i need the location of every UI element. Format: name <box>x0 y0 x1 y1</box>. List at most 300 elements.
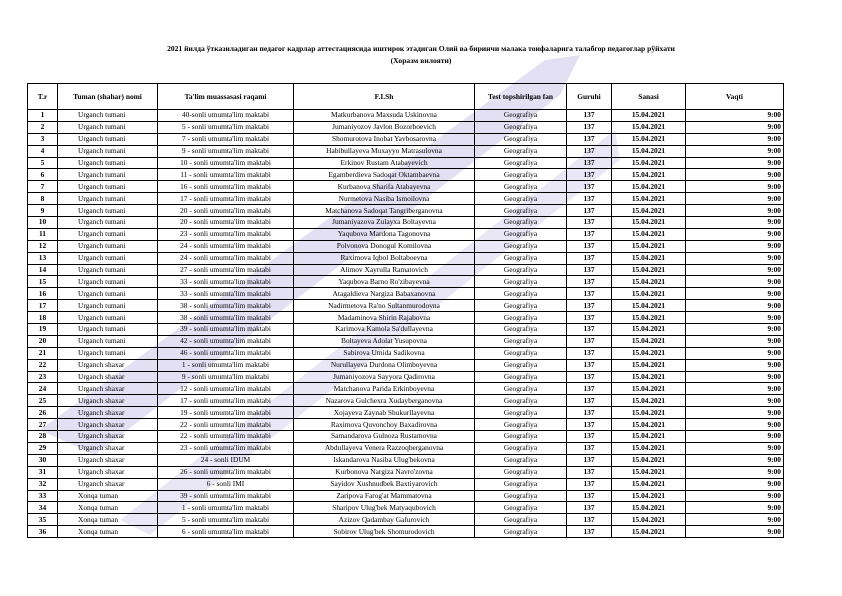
name-cell: Iskandarova Nasiba Ulug'bekovna <box>294 454 475 466</box>
row-number: 5 <box>28 157 58 169</box>
time-cell: 9:00 <box>686 240 784 252</box>
row-number: 33 <box>28 490 58 502</box>
row-number: 23 <box>28 371 58 383</box>
district-cell: Urganch shaxar <box>58 395 158 407</box>
school-cell: 20 - sonli umumta'lim maktabi <box>158 217 294 229</box>
date-cell: 15.04.2021 <box>612 121 686 133</box>
row-number: 19 <box>28 324 58 336</box>
name-cell: Nurmetova Nasiba Ismoilovna <box>294 193 475 205</box>
district-cell: Urganch tumani <box>58 145 158 157</box>
name-cell: Yaqubova Barno Ro'zibayevna <box>294 276 475 288</box>
school-cell: 19 - sonli umumta'lim maktabi <box>158 407 294 419</box>
header-time: Vaqti <box>686 84 784 110</box>
date-cell: 15.04.2021 <box>612 431 686 443</box>
document-title: 2021 йилда ўтказиладиган педагог кадрлар аттестациясида иштирок этадиган Олий ва биринчи малака тоифаларига талабгор педагоглар рўйхати <box>167 44 675 53</box>
time-cell: 9:00 <box>686 121 784 133</box>
group-cell: 137 <box>567 395 612 407</box>
table-row <box>28 264 784 276</box>
row-number: 25 <box>28 395 58 407</box>
date-cell: 15.04.2021 <box>612 359 686 371</box>
school-cell: 12 - sonli umumta'lim maktabi <box>158 383 294 395</box>
school-cell: 26 - sonli umumta'lim maktabi <box>158 466 294 478</box>
district-cell: Urganch tumani <box>58 121 158 133</box>
subject-cell: Geografiya <box>475 454 567 466</box>
table-row <box>28 442 784 454</box>
table-row <box>28 145 784 157</box>
row-number: 21 <box>28 347 58 359</box>
date-cell: 15.04.2021 <box>612 133 686 145</box>
name-cell: Matkurbanova Maxsuda Uskinovna <box>294 110 475 122</box>
name-cell: Matchanova Parida Erkinboyevna <box>294 383 475 395</box>
group-cell: 137 <box>567 526 612 538</box>
name-cell: Azizov Qadambay Gafurovich <box>294 514 475 526</box>
row-number: 12 <box>28 240 58 252</box>
row-number: 34 <box>28 502 58 514</box>
subject-cell: Geografiya <box>475 240 567 252</box>
table-row <box>28 431 784 443</box>
school-cell: 27 - sonli umumta'lim maktabi <box>158 264 294 276</box>
table-row <box>28 383 784 395</box>
group-cell: 137 <box>567 133 612 145</box>
school-cell: 5 - sonli umumta'lim maktabi <box>158 514 294 526</box>
school-cell: 20 - sonli umumta'lim maktabi <box>158 205 294 217</box>
table-row <box>28 288 784 300</box>
group-cell: 137 <box>567 383 612 395</box>
table-row <box>28 419 784 431</box>
date-cell: 15.04.2021 <box>612 252 686 264</box>
row-number: 10 <box>28 217 58 229</box>
school-cell: 24 - sonli IDUM <box>158 454 294 466</box>
time-cell: 9:00 <box>686 514 784 526</box>
district-cell: Urganch tumani <box>58 157 158 169</box>
school-cell: 33 - sonli umumta'lim maktabi <box>158 288 294 300</box>
time-cell: 9:00 <box>686 454 784 466</box>
time-cell: 9:00 <box>686 169 784 181</box>
group-cell: 137 <box>567 110 612 122</box>
date-cell: 15.04.2021 <box>612 205 686 217</box>
group-cell: 137 <box>567 454 612 466</box>
school-cell: 9 - sonli umumta'lim maktabi <box>158 145 294 157</box>
subject-cell: Geografiya <box>475 419 567 431</box>
district-cell: Urganch tumani <box>58 217 158 229</box>
time-cell: 9:00 <box>686 288 784 300</box>
school-cell: 1 - sonli umumta'lim maktabi <box>158 502 294 514</box>
table-row <box>28 133 784 145</box>
group-cell: 137 <box>567 121 612 133</box>
school-cell: 10 - sonli umumta'lim maktabi <box>158 157 294 169</box>
date-cell: 15.04.2021 <box>612 312 686 324</box>
date-cell: 15.04.2021 <box>612 407 686 419</box>
time-cell: 9:00 <box>686 335 784 347</box>
subject-cell: Geografiya <box>475 383 567 395</box>
subject-cell: Geografiya <box>475 431 567 443</box>
row-number: 13 <box>28 252 58 264</box>
date-cell: 15.04.2021 <box>612 442 686 454</box>
date-cell: 15.04.2021 <box>612 419 686 431</box>
table-row <box>28 217 784 229</box>
name-cell: Atagaldieva Nargiza Babaxanovna <box>294 288 475 300</box>
time-cell: 9:00 <box>686 466 784 478</box>
school-cell: 11 - sonli umumta'lim maktabi <box>158 169 294 181</box>
time-cell: 9:00 <box>686 157 784 169</box>
time-cell: 9:00 <box>686 133 784 145</box>
time-cell: 9:00 <box>686 526 784 538</box>
group-cell: 137 <box>567 490 612 502</box>
school-cell: 17 - sonli umumta'lim maktabi <box>158 395 294 407</box>
table-row <box>28 407 784 419</box>
subject-cell: Geografiya <box>475 359 567 371</box>
table-row <box>28 157 784 169</box>
name-cell: Boltayeva Adolat Yusupovna <box>294 335 475 347</box>
name-cell: Jumaniyazova Zulayxa Boltayevna <box>294 217 475 229</box>
date-cell: 15.04.2021 <box>612 288 686 300</box>
row-number: 26 <box>28 407 58 419</box>
name-cell: Shomurotova Inobat Yavbosarovna <box>294 133 475 145</box>
time-cell: 9:00 <box>686 347 784 359</box>
table-row <box>28 324 784 336</box>
name-cell: Erkinov Rustam Atabayevich <box>294 157 475 169</box>
time-cell: 9:00 <box>686 490 784 502</box>
subject-cell: Geografiya <box>475 193 567 205</box>
name-cell: Sharipov Ulug'bek Matyaqubovich <box>294 502 475 514</box>
date-cell: 15.04.2021 <box>612 490 686 502</box>
header-num: T.r <box>28 84 58 110</box>
table-row <box>28 228 784 240</box>
district-cell: Urganch tumani <box>58 133 158 145</box>
school-cell: 23 - sonli umumta'lim maktabi <box>158 228 294 240</box>
table-row <box>28 347 784 359</box>
name-cell: Xojayeva Zaynab Shukurllayevna <box>294 407 475 419</box>
table-row <box>28 466 784 478</box>
district-cell: Urganch tumani <box>58 312 158 324</box>
time-cell: 9:00 <box>686 205 784 217</box>
subject-cell: Geografiya <box>475 407 567 419</box>
subject-cell: Geografiya <box>475 526 567 538</box>
row-number: 3 <box>28 133 58 145</box>
name-cell: Kurbonova Nargiza Navro'zovna <box>294 466 475 478</box>
table-header-row <box>28 84 784 110</box>
time-cell: 9:00 <box>686 502 784 514</box>
table-row <box>28 205 784 217</box>
district-cell: Urganch tumani <box>58 193 158 205</box>
group-cell: 137 <box>567 240 612 252</box>
date-cell: 15.04.2021 <box>612 240 686 252</box>
school-cell: 9 - sonli umumta'lim maktabi <box>158 371 294 383</box>
group-cell: 137 <box>567 431 612 443</box>
group-cell: 137 <box>567 300 612 312</box>
group-cell: 137 <box>567 193 612 205</box>
name-cell: Yaqubova Mardona Tagonovna <box>294 228 475 240</box>
row-number: 18 <box>28 312 58 324</box>
table-row <box>28 181 784 193</box>
row-number: 31 <box>28 466 58 478</box>
district-cell: Urganch tumani <box>58 205 158 217</box>
date-cell: 15.04.2021 <box>612 264 686 276</box>
school-cell: 22 - sonli umumta'lim maktabi <box>158 419 294 431</box>
school-cell: 5 - sonli umumta'lim maktabi <box>158 121 294 133</box>
table-row <box>28 335 784 347</box>
name-cell: Nadirmetova Ra'no Sultanmurodovna <box>294 300 475 312</box>
row-number: 27 <box>28 419 58 431</box>
table-row <box>28 240 784 252</box>
group-cell: 137 <box>567 205 612 217</box>
table-row <box>28 312 784 324</box>
subject-cell: Geografiya <box>475 110 567 122</box>
row-number: 29 <box>28 442 58 454</box>
table-row <box>28 276 784 288</box>
row-number: 24 <box>28 383 58 395</box>
subject-cell: Geografiya <box>475 205 567 217</box>
district-cell: Xonqa tuman <box>58 502 158 514</box>
subject-cell: Geografiya <box>475 335 567 347</box>
date-cell: 15.04.2021 <box>612 395 686 407</box>
table-row <box>28 526 784 538</box>
subject-cell: Geografiya <box>475 145 567 157</box>
table-row <box>28 371 784 383</box>
district-cell: Urganch shaxar <box>58 466 158 478</box>
time-cell: 9:00 <box>686 217 784 229</box>
district-cell: Urganch tumani <box>58 347 158 359</box>
name-cell: Raximova Quvonchoy Baxadirovna <box>294 419 475 431</box>
subject-cell: Geografiya <box>475 324 567 336</box>
school-cell: 39 - sonli umumta'lim maktabi <box>158 324 294 336</box>
time-cell: 9:00 <box>686 300 784 312</box>
name-cell: Karimova Kamola Sa'dullayevna <box>294 324 475 336</box>
name-cell: Polvonova Donogul Komilovna <box>294 240 475 252</box>
school-cell: 7 - sonli umumta'lim maktabi <box>158 133 294 145</box>
table-row <box>28 490 784 502</box>
time-cell: 9:00 <box>686 110 784 122</box>
school-cell: 24 - sonli umumta'lim maktabi <box>158 240 294 252</box>
district-cell: Urganch shaxar <box>58 407 158 419</box>
time-cell: 9:00 <box>686 264 784 276</box>
header-group: Guruhi <box>567 84 612 110</box>
row-number: 30 <box>28 454 58 466</box>
name-cell: Madaminova Shirin Rajabovna <box>294 312 475 324</box>
row-number: 20 <box>28 335 58 347</box>
table-row <box>28 121 784 133</box>
group-cell: 137 <box>567 442 612 454</box>
time-cell: 9:00 <box>686 478 784 490</box>
district-cell: Urganch tumani <box>58 240 158 252</box>
group-cell: 137 <box>567 157 612 169</box>
time-cell: 9:00 <box>686 442 784 454</box>
header-school: Ta'lim muassasasi raqami <box>158 84 294 110</box>
row-number: 36 <box>28 526 58 538</box>
name-cell: Abdullayeva Venera Razzoqberganovna <box>294 442 475 454</box>
date-cell: 15.04.2021 <box>612 466 686 478</box>
subject-cell: Geografiya <box>475 276 567 288</box>
district-cell: Urganch shaxar <box>58 478 158 490</box>
district-cell: Urganch tumani <box>58 324 158 336</box>
date-cell: 15.04.2021 <box>612 300 686 312</box>
subject-cell: Geografiya <box>475 181 567 193</box>
group-cell: 137 <box>567 288 612 300</box>
table-row <box>28 193 784 205</box>
date-cell: 15.04.2021 <box>612 276 686 288</box>
subject-cell: Geografiya <box>475 288 567 300</box>
school-cell: 46 - sonli umumta'lim maktabi <box>158 347 294 359</box>
date-cell: 15.04.2021 <box>612 371 686 383</box>
district-cell: Urganch tumani <box>58 264 158 276</box>
subject-cell: Geografiya <box>475 300 567 312</box>
name-cell: Nazarova Gulchexra Xudayberganovna <box>294 395 475 407</box>
district-cell: Urganch tumani <box>58 252 158 264</box>
subject-cell: Geografiya <box>475 157 567 169</box>
date-cell: 15.04.2021 <box>612 335 686 347</box>
school-cell: 38 - sonli umumta'lim maktabi <box>158 312 294 324</box>
school-cell: 24 - sonli umumta'lim maktabi <box>158 252 294 264</box>
subject-cell: Geografiya <box>475 395 567 407</box>
group-cell: 137 <box>567 359 612 371</box>
district-cell: Urganch tumani <box>58 288 158 300</box>
date-cell: 15.04.2021 <box>612 526 686 538</box>
header-date: Sanasi <box>612 84 686 110</box>
time-cell: 9:00 <box>686 228 784 240</box>
time-cell: 9:00 <box>686 407 784 419</box>
header-name: F.I.Sh <box>294 84 475 110</box>
subject-cell: Geografiya <box>475 228 567 240</box>
group-cell: 137 <box>567 466 612 478</box>
row-number: 22 <box>28 359 58 371</box>
school-cell: 38 - sonli umumta'lim maktabi <box>158 300 294 312</box>
table-row <box>28 300 784 312</box>
group-cell: 137 <box>567 324 612 336</box>
row-number: 35 <box>28 514 58 526</box>
subject-cell: Geografiya <box>475 169 567 181</box>
group-cell: 137 <box>567 252 612 264</box>
district-cell: Xonqa tuman <box>58 526 158 538</box>
time-cell: 9:00 <box>686 371 784 383</box>
district-cell: Urganch shaxar <box>58 371 158 383</box>
date-cell: 15.04.2021 <box>612 169 686 181</box>
name-cell: Jumaniyozov Javlon Bozorboevich <box>294 121 475 133</box>
time-cell: 9:00 <box>686 395 784 407</box>
attestation-table <box>27 83 784 538</box>
date-cell: 15.04.2021 <box>612 347 686 359</box>
group-cell: 137 <box>567 335 612 347</box>
group-cell: 137 <box>567 407 612 419</box>
district-cell: Xonqa tuman <box>58 514 158 526</box>
district-cell: Urganch shaxar <box>58 419 158 431</box>
row-number: 7 <box>28 181 58 193</box>
row-number: 28 <box>28 431 58 443</box>
district-cell: Urganch tumani <box>58 335 158 347</box>
date-cell: 15.04.2021 <box>612 110 686 122</box>
district-cell: Urganch tumani <box>58 181 158 193</box>
group-cell: 137 <box>567 276 612 288</box>
document-subtitle: (Хоразм вилояти) <box>390 56 452 65</box>
name-cell: Sobirov Ulug'bek Shomurodovich <box>294 526 475 538</box>
subject-cell: Geografiya <box>475 466 567 478</box>
row-number: 17 <box>28 300 58 312</box>
date-cell: 15.04.2021 <box>612 157 686 169</box>
group-cell: 137 <box>567 514 612 526</box>
group-cell: 137 <box>567 347 612 359</box>
name-cell: Samandarova Gulnoza Rustamovna <box>294 431 475 443</box>
name-cell: Zaripova Farog'at Mammatovna <box>294 490 475 502</box>
time-cell: 9:00 <box>686 145 784 157</box>
name-cell: Alimov Xayrulla Ramatovich <box>294 264 475 276</box>
subject-cell: Geografiya <box>475 121 567 133</box>
time-cell: 9:00 <box>686 383 784 395</box>
name-cell: Matchanova Sadoqat Tangriberganovna <box>294 205 475 217</box>
time-cell: 9:00 <box>686 359 784 371</box>
subject-cell: Geografiya <box>475 312 567 324</box>
row-number: 16 <box>28 288 58 300</box>
subject-cell: Geografiya <box>475 252 567 264</box>
school-cell: 16 - sonli umumta'lim maktabi <box>158 181 294 193</box>
district-cell: Urganch tumani <box>58 228 158 240</box>
row-number: 1 <box>28 110 58 122</box>
school-cell: 1 - sonli umumta'lim maktabi <box>158 359 294 371</box>
district-cell: Urganch shaxar <box>58 359 158 371</box>
date-cell: 15.04.2021 <box>612 454 686 466</box>
district-cell: Urganch tumani <box>58 276 158 288</box>
name-cell: Raximova Iqbol Boltaboevna <box>294 252 475 264</box>
subject-cell: Geografiya <box>475 514 567 526</box>
group-cell: 137 <box>567 181 612 193</box>
time-cell: 9:00 <box>686 252 784 264</box>
date-cell: 15.04.2021 <box>612 217 686 229</box>
district-cell: Urganch shaxar <box>58 431 158 443</box>
subject-cell: Geografiya <box>475 490 567 502</box>
group-cell: 137 <box>567 264 612 276</box>
school-cell: 6 - sonli IMI <box>158 478 294 490</box>
school-cell: 17 - sonli umumta'lim maktabi <box>158 193 294 205</box>
subject-cell: Geografiya <box>475 264 567 276</box>
subject-cell: Geografiya <box>475 442 567 454</box>
district-cell: Urganch tumani <box>58 169 158 181</box>
date-cell: 15.04.2021 <box>612 324 686 336</box>
time-cell: 9:00 <box>686 181 784 193</box>
row-number: 14 <box>28 264 58 276</box>
subject-cell: Geografiya <box>475 502 567 514</box>
row-number: 8 <box>28 193 58 205</box>
subject-cell: Geografiya <box>475 371 567 383</box>
group-cell: 137 <box>567 169 612 181</box>
header-subject: Test topshirilgan fan <box>475 84 567 110</box>
group-cell: 137 <box>567 502 612 514</box>
row-number: 15 <box>28 276 58 288</box>
school-cell: 22 - sonli umumta'lim maktabi <box>158 431 294 443</box>
table-row <box>28 169 784 181</box>
district-cell: Urganch shaxar <box>58 383 158 395</box>
time-cell: 9:00 <box>686 324 784 336</box>
table-row <box>28 478 784 490</box>
subject-cell: Geografiya <box>475 347 567 359</box>
group-cell: 137 <box>567 419 612 431</box>
date-cell: 15.04.2021 <box>612 181 686 193</box>
district-cell: Urganch tumani <box>58 300 158 312</box>
district-cell: Xonqa tuman <box>58 490 158 502</box>
date-cell: 15.04.2021 <box>612 502 686 514</box>
table-row <box>28 454 784 466</box>
table-row <box>28 395 784 407</box>
school-cell: 40-sonli umumta'lim maktabi <box>158 110 294 122</box>
time-cell: 9:00 <box>686 419 784 431</box>
school-cell: 42 - sonli umumta'lim maktabi <box>158 335 294 347</box>
name-cell: Sabirova Umida Sadikovna <box>294 347 475 359</box>
subject-cell: Geografiya <box>475 478 567 490</box>
date-cell: 15.04.2021 <box>612 228 686 240</box>
school-cell: 33 - sonli umumta'lim maktabi <box>158 276 294 288</box>
name-cell: Sayidov Xushnudbek Baxtiyarovich <box>294 478 475 490</box>
name-cell: Kurbanova Sharifa Atabayevna <box>294 181 475 193</box>
date-cell: 15.04.2021 <box>612 193 686 205</box>
group-cell: 137 <box>567 312 612 324</box>
row-number: 2 <box>28 121 58 133</box>
